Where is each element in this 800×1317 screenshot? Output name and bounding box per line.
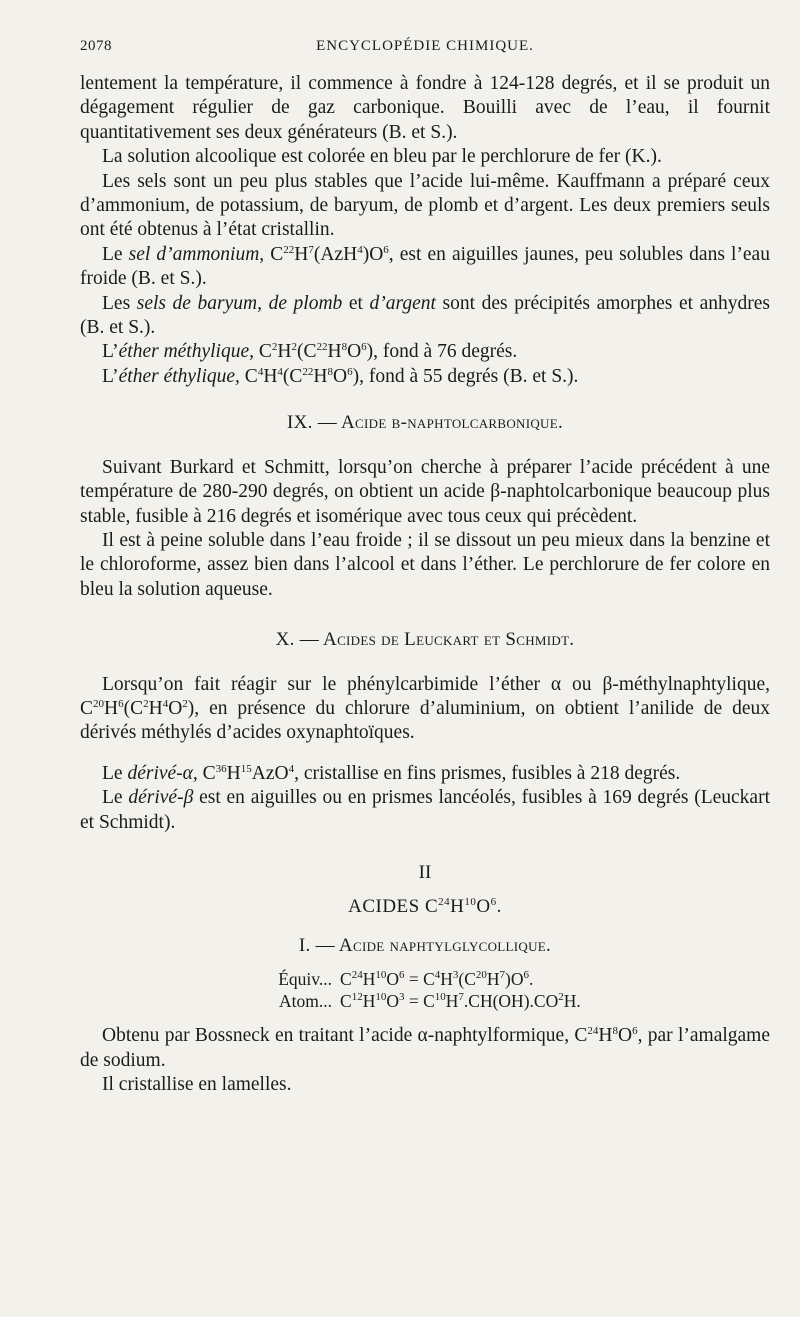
page-body [80, 72, 770, 1097]
paragraph-derive-beta: Le dérivé-β est en aiguilles ou en prismes lancéolés, fusibles à 169 degrés (Leuckart et Schmidt). [80, 787, 770, 833]
paragraph-methyl-ether: L’éther méthylique, $C^2H^2(C^{22}H^8O^6)$, fond à 76 degrés. [102, 341, 518, 363]
paragraph: lentement la température, il commence à fondre à 124-128 degrés, et il se produit un dégagement régulier de gaz carbonique. Bouilli avec de l’eau, il fournit quantitativement ses deux générateurs (B. et S.). [80, 73, 770, 143]
formula-block [240, 968, 770, 1012]
paragraph: Les sels sont un peu plus stables que l’acide lui-même. Kauffmann a préparé ceux d’ammonium, de potassium, de baryum, de plomb et d’argent. Les deux premiers seuls ont été obtenus à l’état cristallin. [80, 170, 770, 241]
page-number: 2078 [80, 38, 112, 54]
paragraph-derive-alpha: Le dérivé-α, $C^{36}H^{15}AzO^4$, cristallise en fins prismes, fusibles à 218 degrés. [102, 762, 681, 784]
chapter-number: II [418, 861, 432, 883]
section-heading-i: I. — Acide naphtylglycollique. [298, 934, 552, 956]
running-title: ENCYCLOPÉDIE CHIMIQUE. [316, 38, 534, 54]
formula-atom: Atom... $C^{12}H^{10}O^3 = C^{10}H^7.CH(OH).CO^2H$. [279, 991, 581, 1012]
paragraph-ammonium-salt: Le sel d’ammonium, $C^{22}H^7(AzH^4)O^6$, est en aiguilles jaunes, peu solubles dans l’eau froide (B. et S.). [80, 243, 770, 290]
paragraph: Suivant Burkard et Schmitt, lorsqu’on cherche à préparer l’acide précédent à une température de 280-290 degrés, on obtient un acide β-naphtolcarbonique beaucoup plus stable, fusible à 216 degrés et isomérique avec tous ceux qui précèdent. [80, 456, 770, 527]
paragraph: Il est à peine soluble dans l’eau froide ; il se dissout un peu mieux dans la benzine et le chloroforme, assez bien dans l’alcool et dans l’éther. Le perchlorure de fer colore en bleu la solution aqueuse. [80, 529, 770, 600]
paragraph-leuckart: Lorsqu’on fait réagir sur le phénylcarbimide l’éther α ou β-méthylnaphtylique, $C^{20}H^6(C^2H^4O^2)$, en présence du chlorure d’aluminium, on obtient l’anilide de deux dérivés méthylés d’acides oxynaphtoïques. [80, 673, 770, 744]
formula-equiv: Équiv... $C^{24}H^{10}O^6 = C^4H^3(C^{20}H^7)O^6$. [278, 969, 534, 990]
paragraph-salts: Les sels de baryum, de plomb et d’argent sont des précipités amorphes et anhydres (B. et S.). [80, 292, 771, 339]
paragraph: Il cristallise en lamelles. [102, 1074, 292, 1095]
chapter-title: ACIDES $C^{24}H^{10}O^6$. [348, 896, 502, 918]
paragraph-bossneck: Obtenu par Bossneck en traitant l’acide α-naphtylformique, $C^{24}H^8O^6$, par l’amalgame de sodium. [80, 1025, 771, 1071]
section-heading-ix: IX. — Acide β-naphtolcarbonique. [286, 412, 564, 434]
paragraph-ethyl-ether: L’éther éthylique, $C^4H^4(C^{22}H^8O^6)$, fond à 55 degrés (B. et S.). [102, 365, 579, 387]
paragraph: La solution alcoolique est colorée en bleu par le perchlorure de fer (K.). [102, 146, 662, 168]
section-heading-x: X. — Acides de Leuckart et Schmidt. [275, 629, 575, 651]
